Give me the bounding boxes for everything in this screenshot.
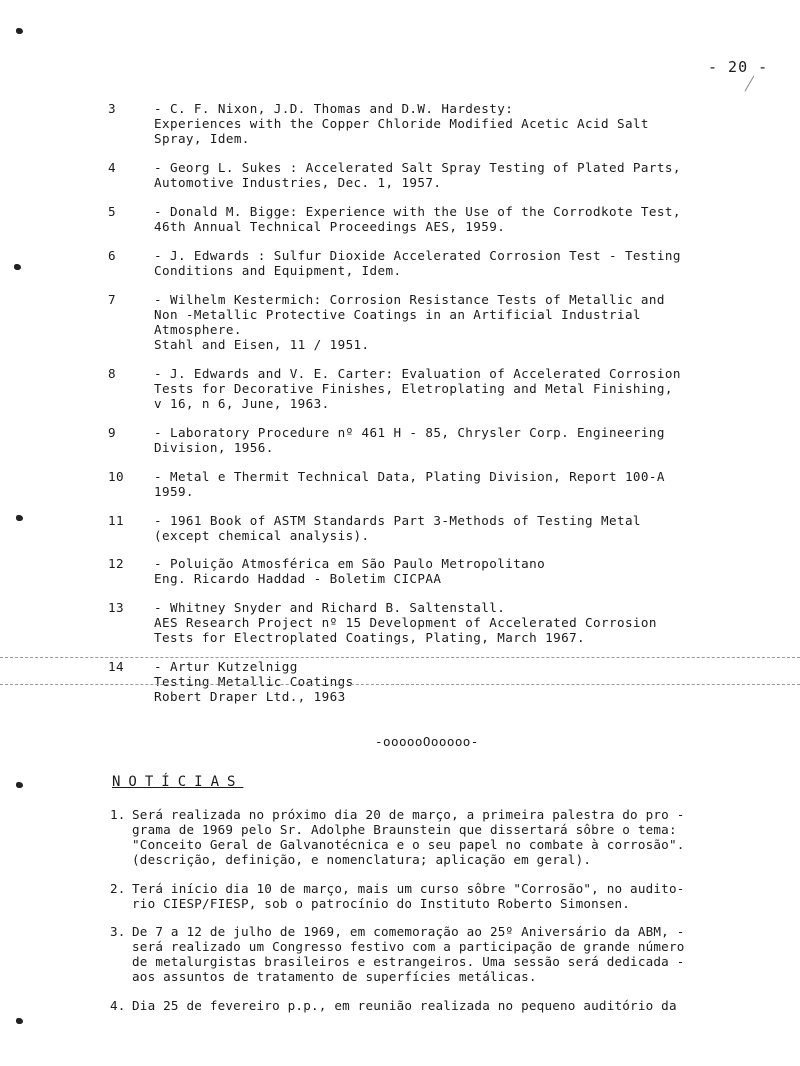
news-item: 4. Dia 25 de fevereiro p.p., em reunião realizada no pequeno auditório da — [110, 998, 677, 1013]
reference-item: 6 - J. Edwards : Sulfur Dioxide Accelerated Corrosion Test - Testing Conditions and Equipment, Idem. — [108, 248, 681, 278]
reference-item: 4 - Georg L. Sukes : Accelerated Salt Spray Testing of Plated Parts, Automotive Industries, Dec. 1, 1957. — [108, 160, 681, 190]
reference-item: 12 - Poluição Atmosférica em São Paulo Metropolitano Eng. Ricardo Haddad - Boletim CICPAA — [108, 556, 546, 586]
reference-item: 14 - Artur Kutzelnigg Testing Metallic Coatings Robert Draper Ltd., 1963 — [108, 659, 354, 704]
news-item: 2. Terá início dia 10 de março, mais um curso sôbre "Corrosão", no audito- rio CIESP/FIESP, sob o patrocínio do Instituto Roberto Simonsen. — [110, 881, 685, 911]
reference-item: 3 - C. F. Nixon, J.D. Thomas and D.W. Hardesty: Experiences with the Copper Chloride Modified Acetic Acid Salt Spray, Idem. — [108, 101, 649, 146]
scan-fold-line — [0, 657, 800, 658]
page-number: - 20 - — [708, 58, 769, 76]
scan-speck — [16, 515, 23, 521]
reference-item: 11 - 1961 Book of ASTM Standards Part 3-Methods of Testing Metal (except chemical analysis). — [108, 513, 641, 543]
reference-item: 5 - Donald M. Bigge: Experience with the Use of the Corrodkote Test, 46th Annual Technical Proceedings AES, 1959. — [108, 204, 681, 234]
reference-item: 7 - Wilhelm Kestermich: Corrosion Resistance Tests of Metallic and Non -Metallic Protective Coatings in an Artificial Industrial Atmosphere. Stahl and Eisen, 11 / 1951. — [108, 292, 665, 352]
news-item: 1. Será realizada no próximo dia 20 de março, a primeira palestra do pro - grama de 1969 pelo Sr. Adolphe Braunstein que dissertará sôbre o tema: "Conceito Geral de Galvanotécnica e o seu papel no combate à corrosão". (descrição, definição, e nomenclatura; aplicação em geral). — [110, 807, 685, 867]
pen-mark — [745, 75, 767, 98]
section-separator: -oooooOooooo- — [375, 734, 479, 749]
news-item: 3. De 7 a 12 de julho de 1969, em comemoração ao 25º Aniversário da ABM, - será realizado um Congresso festivo com a participação de grande número de metalurgistas brasileiros e estrangeiros. Uma sessão será dedicada - aos assuntos de tratamento de superfícies metálicas. — [110, 924, 685, 984]
scan-speck — [16, 28, 23, 34]
reference-item: 8 - J. Edwards and V. E. Carter: Evaluation of Accelerated Corrosion Tests for Decorative Finishes, Eletroplating and Metal Finishing, v 16, n 6, June, 1963. — [108, 366, 681, 411]
scan-speck — [14, 264, 21, 270]
scan-speck — [16, 1018, 23, 1024]
news-heading: NOTÍCIAS — [112, 774, 244, 790]
scan-speck — [16, 782, 23, 788]
scan-fold-line — [0, 684, 800, 685]
reference-item: 10 - Metal e Thermit Technical Data, Plating Division, Report 100-A 1959. — [108, 469, 665, 499]
reference-item: 9 - Laboratory Procedure nº 461 H - 85, Chrysler Corp. Engineering Division, 1956. — [108, 425, 665, 455]
reference-item: 13 - Whitney Snyder and Richard B. Saltenstall. AES Research Project nº 15 Development of Accelerated Corrosion Tests for Electroplated Coatings, Plating, March 1967. — [108, 600, 657, 645]
